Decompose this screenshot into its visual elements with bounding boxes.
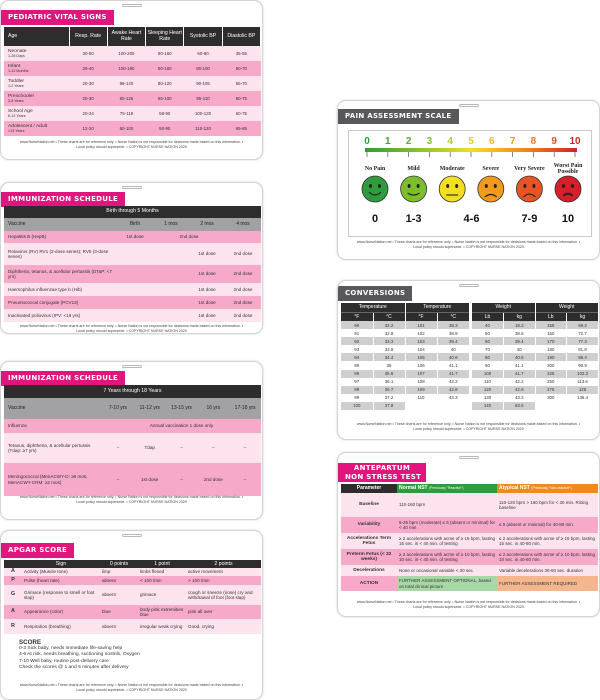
resp-cell: 25-40 [69,61,107,76]
diastolic-cell: 35-55 [222,46,260,61]
pain-scale-card [337,100,600,260]
cell: 43.3 [504,394,536,402]
cell: 39.4 [437,337,469,345]
atypical-header: Atypical NST (Previously "Non-reactive") [497,484,598,493]
header-cell: Age [4,27,69,46]
apgar-card [0,530,263,700]
cell: 34.4 [373,353,405,361]
cell: 110 [405,394,437,402]
table-row [341,337,469,345]
cell: 102 [405,329,437,337]
cell: 32.8 [373,329,405,337]
cell: 35 [373,361,405,369]
cell: 41.7 [504,370,536,378]
table-row [472,361,598,369]
table-row [341,386,469,394]
cell: 140 [472,402,504,410]
cell: 99 [341,394,373,402]
pain-face-icon [401,176,427,202]
pain-face-label: Mild [407,166,420,172]
cell [437,402,469,410]
pain-scale-ticks [367,152,575,157]
table-row: R Respiration (breathing) absent irregular weak crying Good, crying [4,619,261,634]
cell: 37.2 [373,394,405,402]
diastolic-cell: 50-70 [222,61,260,76]
pain-faces [362,163,583,225]
cell: 36.1 [373,378,405,386]
table-row: A Activity (Muscle tone) limp limbs flexed active movement [4,568,261,576]
header-cell: 0 points [100,560,138,568]
cell: 32.2 [373,321,405,329]
pain-scale-title: PAIN ASSESSMENT SCALE [338,109,459,124]
header-cell: Awake Heart Rate [107,27,145,46]
resp-cell: 20-24 [69,106,107,121]
immunization-header-row: Vaccine Birth 1 mos 2 mos 4 mos [4,218,261,231]
temperature-table [341,303,469,410]
cell: 225 [535,370,567,378]
pain-number: 10 [569,136,581,147]
cell [405,402,437,410]
resp-cell: 20-30 [69,76,107,91]
cell: 300 [535,394,567,402]
age-band-row: Birth through 5 Months [4,206,261,218]
table-row [472,329,598,337]
header-cell: Systolic BP [184,27,222,46]
nst-title: ANTEPARTUM NON STRESS TEST [338,463,426,482]
cell: 95 [341,361,373,369]
awake-cell: 75-118 [107,106,145,121]
table-row [341,353,469,361]
pain-score-label: 7-9 [521,213,538,225]
cell: 180 [535,345,567,353]
non-stress-test-card [337,452,600,617]
sleep-cell: 58-90 [146,106,184,121]
cell: 39.4 [504,337,536,345]
cell: 60 [472,337,504,345]
resp-cell: 30-50 [69,46,107,61]
age-cell: Neonate 1-28 Days [4,46,69,61]
card-footer: www.NurseNation.net • These charts are for reference only. • Nurse Nation is not responsible for decisions made based on this information. • Local policy should supersede. • COPYRIGHT NURSE NATION 2020 [356,240,581,249]
cell: 40.6 [504,353,536,361]
table-row: Diphtheria, tetanus, & acellular pertussis (DTaP: <7 yrs) 1st dose 2nd dose [4,265,261,283]
age-cell: Toddler 1-2 Years [4,76,69,91]
age-cell: Infant 1-12 Months [4,61,69,76]
pain-score-label: 1-3 [405,213,422,225]
cell: 40.6 [437,353,469,361]
table-row: G Grimace (response to smell or foot slap) absent grimace cough or sneeze (nose) cry and withdrawal of foot (foot slap) [4,585,261,605]
table-row: Accelerations Term Fetus ≥ 2 accelerations with acme of ≥ 15 bpm, lasting 15 sec. in < 40 min. of testing ≤ 2 accelerations with acme of ≥ 15 bpm, lasting 15 sec. in 40-80 min. [341,533,598,549]
apgar-score-legend: SCORE 0-3 Sick baby, needs immediate life-saving help 4-6 At risk, needs breathing, suctioning nostrils, Oxygen 7-10 Well baby, routine post-delivery care Check the scores @ 1 and 5 minutes after delivery [19,639,140,671]
cell: 170 [535,337,567,345]
cell: 106 [405,361,437,369]
diastolic-cell: 60-75 [222,91,260,106]
table-row [341,370,469,378]
pain-scale-graphic [349,131,593,238]
badge-slot [122,365,142,368]
pain-face-icon [516,176,542,202]
cell [535,402,567,410]
vital-signs-table [4,27,261,136]
card-footer: www.NurseNation.net • These charts are for reference only. • Nurse Nation is not responsible for decisions made based on this information. • Local policy should supersede. • COPYRIGHT NURSE NATION 2020 [19,683,244,692]
nst-header-row: Parameter Normal NST (Previously "Reactive") Atypical NST (Previously "Non-reactive") [341,484,598,493]
table-row [341,378,469,386]
cell: 70 [472,345,504,353]
weight-units-row: Lb kg Lb kg [472,312,598,321]
vital-signs-title: PEDIATRIC VITAL SIGNS [1,10,114,25]
cell: 38.6 [504,329,536,337]
cell: 90.9 [567,361,599,369]
immunization-title: IMMUNIZATION SCHEDULE [1,371,125,386]
table-row: Pneumococcal conjugate (PCV13) 1st dose 2nd dose [4,296,261,309]
pain-number: 6 [489,136,495,147]
sleep-cell: 90-160 [146,46,184,61]
conversions-card [337,280,600,440]
cell: 37.8 [373,402,405,410]
systolic-cell: 60-80 [184,46,222,61]
awake-cell: 98-140 [107,76,145,91]
cell: 113.6 [567,378,599,386]
pain-number: 9 [551,136,557,147]
badge-slot [459,456,479,459]
header-cell: 1 point [138,560,186,568]
cell: 97 [341,378,373,386]
sleep-cell: 80-120 [146,76,184,91]
immunization-youth-table [4,385,261,496]
badge-slot [122,4,142,7]
sleep-cell: 65-100 [146,91,184,106]
nst-table [341,484,598,591]
table-row: Haemophilus influenzae type b (Hib) 1st dose 2nd dose [4,283,261,296]
cell: 250 [535,378,567,386]
cell: 200 [535,361,567,369]
table-row: Decelerations None or occasional variable < 30 sec. Variable decelerations 30-60 sec. duration [341,565,598,576]
cell: 90 [472,361,504,369]
cell: 42.8 [504,386,536,394]
table-row [4,46,261,61]
cell: 90 [341,321,373,329]
table-row: Meningococcal (MenACWY-D: ≥9 mos, MenACWY-CRM: ≥2 mos) – 1st dose – 2nd dose – [4,463,261,496]
apgar-table [4,560,261,634]
pain-number: 3 [426,136,433,147]
cell: 35.6 [373,370,405,378]
cell: 130 [472,394,504,402]
immunization-header-row: Vaccine 7-10 yrs 11-12 yrs 13-15 yrs 16 yrs 17-18 yrs [4,398,261,419]
cell: 103 [405,337,437,345]
pain-face-label: Moderate [439,166,465,172]
pain-face-icon [362,176,388,202]
pain-face-icon [439,176,465,202]
table-row [4,106,261,121]
cell: 41.1 [437,361,469,369]
weight-table [472,303,598,410]
table-row [472,370,598,378]
cell: 107 [405,370,437,378]
diastolic-cell: 55-70 [222,76,260,91]
pain-number: 4 [447,136,453,147]
pain-gradient-bar [365,148,577,152]
pain-number: 0 [364,136,370,147]
cell: 100 [341,402,373,410]
table-row: Hepatitis B (HepB) 1st dose 2nd dose [4,231,261,243]
awake-cell: 60-100 [107,121,145,136]
table-row [341,321,469,329]
pain-number: 8 [530,136,537,147]
systolic-cell: 110-120 [184,121,222,136]
cell: 42.8 [437,386,469,394]
resp-cell: 12-20 [69,121,107,136]
age-cell: School Age 6-12 Years [4,106,69,121]
pain-face-label: No Pain [364,166,386,172]
header-cell: Sleeping Heart Rate [146,27,184,46]
cell: 40 [472,321,504,329]
card-footer: www.NurseNation.net • These charts are for reference only. • Nurse Nation is not responsible for decisions made based on this information. • Local policy should supersede. • COPYRIGHT NURSE NATION 2020 [19,495,244,504]
pain-number-scale [364,136,581,147]
resp-cell: 20-30 [69,91,107,106]
cell: 77.3 [567,337,599,345]
cell: 63.6 [504,402,536,410]
cell: 105 [405,353,437,361]
table-row [4,121,261,136]
table-row: Tetanus, diphtheria, & acellular pertussis (Tdap: ≥7 yrs) – Tdap – – – [4,433,261,463]
cell: 38.3 [437,321,469,329]
cell: 136.4 [567,394,599,402]
table-row: Baseline 110-160 bpm 110-120 bpm > 160 bpm for < 30 min. Rising baseline [341,493,598,517]
pain-face-icon [555,176,581,202]
cell: 101 [405,321,437,329]
cell: 33.3 [373,337,405,345]
normal-header: Normal NST (Previously "Reactive") [397,484,497,493]
table-row [341,361,469,369]
cell: 120 [472,386,504,394]
cell: 102.3 [567,370,599,378]
table-row: A Appearance (color) blue body pink extremities blue pink all over [4,605,261,619]
table-row [341,345,469,353]
cell: 86.4 [567,353,599,361]
temperature-units-row: °F °C °F °C [341,312,469,321]
header-cell: Diastolic BP [222,27,260,46]
pain-face-label: Severe [482,166,500,172]
cell: 275 [535,386,567,394]
pain-face-icon [478,176,504,202]
cell: 91 [341,329,373,337]
diastolic-cell: 60-75 [222,106,260,121]
table-row [472,402,598,410]
badge-slot [459,104,479,107]
cell: 40 [504,345,536,353]
vital-signs-card [0,0,263,160]
cell: 98 [341,386,373,394]
cell: 72.7 [567,329,599,337]
table-row [4,91,261,106]
table-row: P Pulse (heart rate) absent < 100 /min > 100 /min [4,576,261,585]
table-row [472,337,598,345]
age-cell: Adolescent / Adult >13 Years [4,121,69,136]
cell: 81.8 [567,345,599,353]
immunization-infant-card [0,182,263,334]
badge-slot [459,284,479,287]
immunization-infant-table [4,206,261,322]
pain-number: 7 [509,136,516,147]
cell: 93 [341,345,373,353]
pain-face-label: Worst Pain Possible [553,163,583,175]
table-row [472,386,598,394]
systolic-cell: 100-120 [184,106,222,121]
cell: 109 [405,386,437,394]
pain-number: 2 [405,136,412,147]
cell: 100 [472,370,504,378]
header-cell: 2 points [186,560,261,568]
pain-score-label: 10 [561,213,575,225]
table-row [341,394,469,402]
awake-cell: 100-190 [107,61,145,76]
pain-number: 1 [385,136,391,147]
table-row [4,76,261,91]
cell: 18.2 [504,321,536,329]
apgar-header-row [4,560,261,568]
table-row: Rotavirus (RV) RV1 (2-dose series); RV5 (3-dose series) 1st dose 2nd dose [4,243,261,265]
conversions-title: CONVERSIONS [338,286,412,301]
cell: 36.7 [373,386,405,394]
weight-title-row: Weight Weight [472,303,598,312]
cell: 96 [341,370,373,378]
cell [567,402,599,410]
table-row [472,321,598,329]
temperature-title-row: Temperature Temperature [341,303,469,312]
immunization-title: IMMUNIZATION SCHEDULE [1,192,125,207]
cell: 41.1 [504,361,536,369]
systolic-cell: 90-105 [184,76,222,91]
cell: 155 [535,321,567,329]
table-row: Preterm Fetus (< 32 weeks) ≥ 2 accelerations with acme of ≥ 10 bpm, lasting 10 sec. in < 40 min. of testing ≤ 2 accelerations with acme of ≥ 10 bpm, lasting 10 sec. in 40-80 min. [341,549,598,565]
cell: 190 [535,353,567,361]
cell: 38.9 [437,329,469,337]
table-row [4,61,261,76]
table-row: ACTION FURTHER ASSESSMENT OPTIONAL, based on total clinical picture FURTHER ASSESSMENT REQUIRED [341,576,598,591]
cell: 50 [472,329,504,337]
age-cell: Preschooler 3-5 Years [4,91,69,106]
badge-slot [122,534,142,537]
table-row [341,329,469,337]
cell: 42.2 [437,378,469,386]
cell: 92 [341,337,373,345]
immunization-youth-card [0,361,263,520]
diastolic-cell: 65-85 [222,121,260,136]
card-footer: www.NurseNation.net • These charts are for reference only. • Nurse Nation is not responsible for decisions made based on this information. • Local policy should supersede. • COPYRIGHT NURSE NATION 2020 [19,140,244,149]
age-band-row: 7 Years through 18 Years [4,385,261,398]
cell: 69.2 [567,321,599,329]
systolic-cell: 80-100 [184,61,222,76]
cell: 80 [472,353,504,361]
table-row: Influenza Annual vaccination 1 dose only [4,419,261,433]
systolic-cell: 95-110 [184,91,222,106]
table-row [472,353,598,361]
pain-face-label: Very Severe [514,166,545,172]
sleep-cell: 50-90 [146,121,184,136]
cell: 33.9 [373,345,405,353]
pain-score-label: 4-6 [463,213,480,225]
awake-cell: 100-205 [107,46,145,61]
card-footer: www.NurseNation.net • These charts are for reference only. • Nurse Nation is not responsible for decisions made based on this information. • Local policy should supersede. • COPYRIGHT NURSE NATION 2020 [356,600,581,609]
table-row [472,394,598,402]
table-row [341,402,469,410]
cell: 43.3 [437,394,469,402]
apgar-title: APGAR SCORE [1,543,74,558]
card-footer: www.NurseNation.net • These charts are for reference only. • Nurse Nation is not responsible for decisions made based on this information. • Local policy should supersede. • COPYRIGHT NURSE NATION 2020 [356,422,581,431]
table-row: Inactivated poliovirus (IPV: <18 yrs) 1st dose 2nd dose [4,309,261,322]
sleep-cell: 90-160 [146,61,184,76]
cell: 110 [472,378,504,386]
cell: 41.7 [437,370,469,378]
pain-scale-panel [348,130,592,237]
table-row: Variability 6-25 bpm (moderate) ≤ 5 (absent or minimal) for < 40 min ≤ 5 (absent or minimal) for 40-80 min. [341,517,598,533]
vital-signs-header-row [4,27,261,46]
pain-score-label: 0 [371,213,379,225]
card-footer: www.NurseNation.net • These charts are for reference only. • Nurse Nation is not responsible for decisions made based on this information. • Local policy should supersede. • COPYRIGHT NURSE NATION 2020 [19,324,244,333]
pain-number: 5 [468,136,474,147]
badge-slot [122,186,142,189]
cell: 108 [405,378,437,386]
header-cell: Sign [22,560,100,568]
cell: 104 [405,345,437,353]
cell: 125 [567,386,599,394]
table-row [472,378,598,386]
cell: 42.2 [504,378,536,386]
table-row [472,345,598,353]
awake-cell: 80-125 [107,91,145,106]
header-cell: Resp. Rate [69,27,107,46]
cell: 160 [535,329,567,337]
cell: 94 [341,353,373,361]
cell: 40 [437,345,469,353]
